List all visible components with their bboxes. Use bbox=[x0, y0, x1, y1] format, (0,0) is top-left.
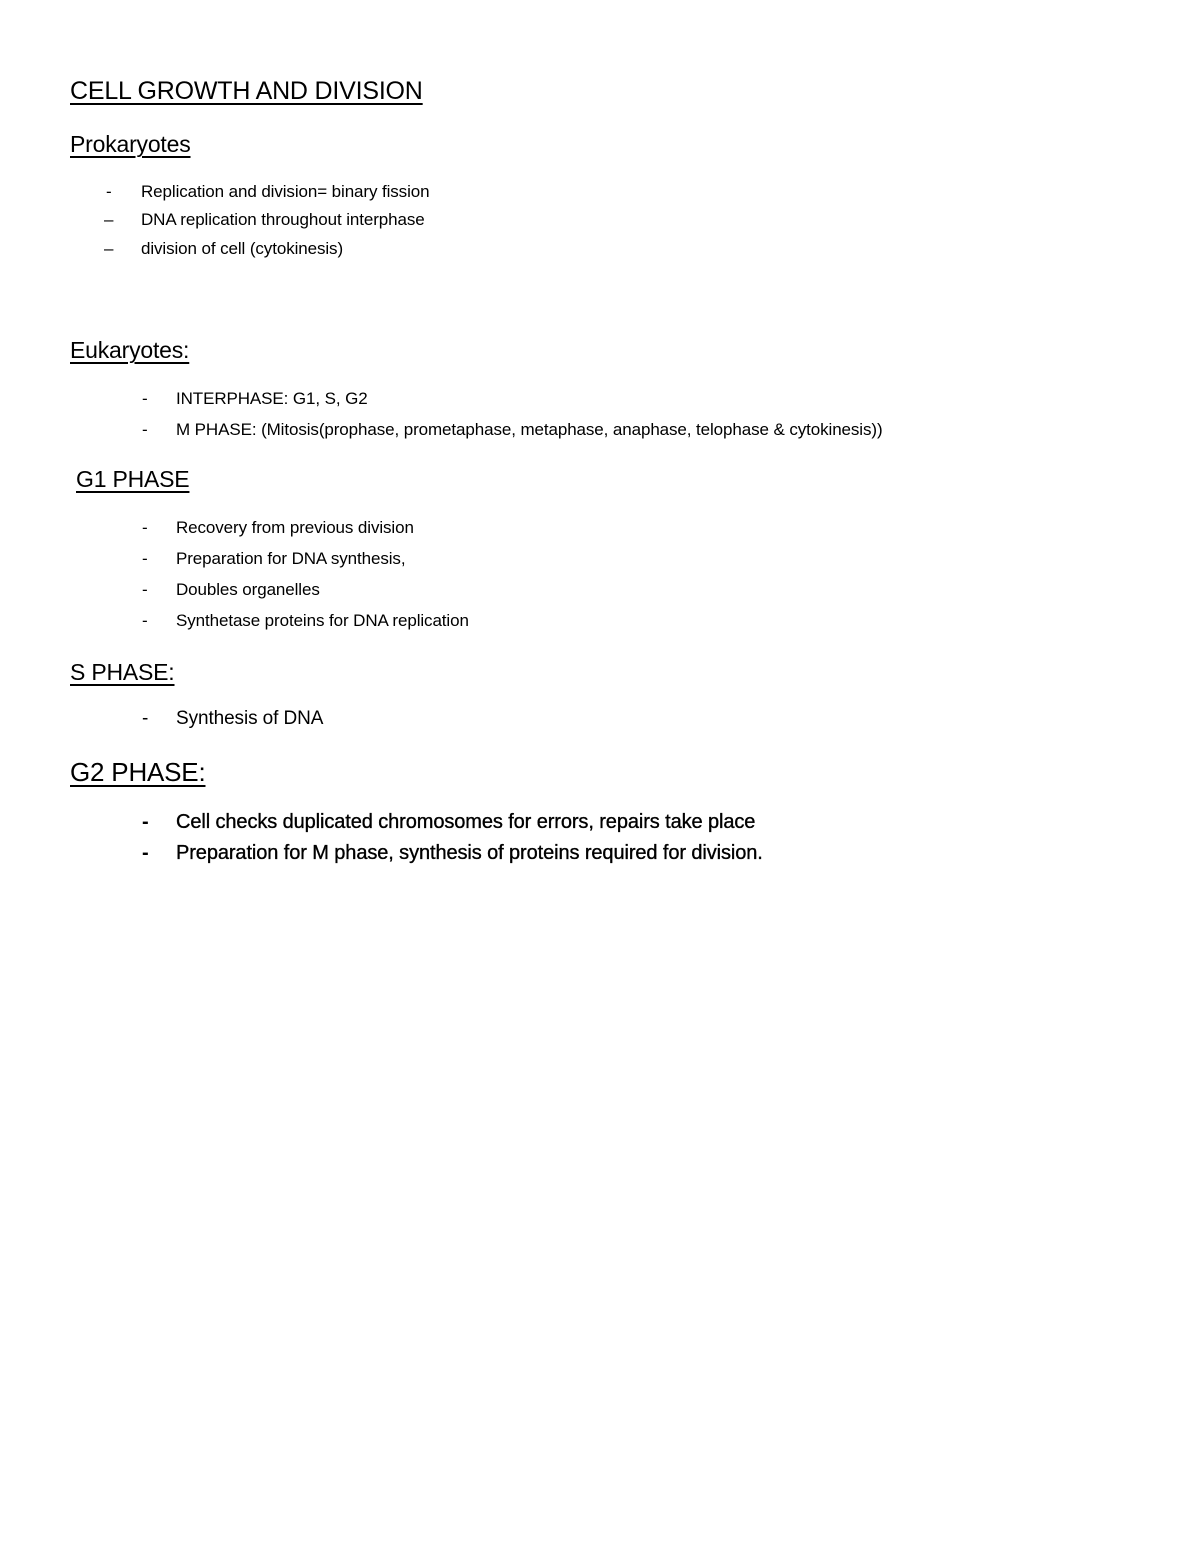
list-marker: - bbox=[142, 580, 148, 599]
section-heading-g1-phase: G1 PHASE bbox=[76, 466, 190, 492]
list-item: Preparation for DNA synthesis, bbox=[176, 549, 406, 568]
list-marker: - bbox=[142, 518, 148, 537]
section-heading-prokaryotes: Prokaryotes bbox=[70, 131, 191, 157]
list-marker: - bbox=[106, 182, 112, 201]
list-marker: – bbox=[104, 210, 114, 229]
list-item: division of cell (cytokinesis) bbox=[141, 239, 344, 258]
list-item: INTERPHASE: G1, S, G2 bbox=[176, 389, 368, 408]
page-title: CELL GROWTH AND DIVISION bbox=[70, 77, 423, 105]
list-item: Preparation for M phase, synthesis of proteins required for division. bbox=[176, 842, 763, 864]
list-item: Replication and division= binary fission bbox=[141, 182, 430, 201]
list-marker: – bbox=[104, 239, 114, 258]
list-item: Recovery from previous division bbox=[176, 518, 414, 537]
section-heading-s-phase: S PHASE: bbox=[70, 659, 175, 685]
section-heading-eukaryotes: Eukaryotes: bbox=[70, 337, 190, 363]
list-marker: - bbox=[142, 708, 149, 729]
list-marker: - bbox=[142, 420, 148, 439]
list-item: Synthesis of DNA bbox=[176, 708, 324, 729]
list-item: Doubles organelles bbox=[176, 580, 320, 599]
list-marker: - bbox=[142, 842, 149, 864]
list-item: Synthetase proteins for DNA replication bbox=[176, 611, 469, 630]
list-marker: - bbox=[142, 549, 148, 568]
list-item: DNA replication throughout interphase bbox=[141, 210, 425, 229]
list-marker: - bbox=[142, 811, 149, 833]
list-marker: - bbox=[142, 611, 148, 630]
list-marker: - bbox=[142, 389, 148, 408]
list-item: Cell checks duplicated chromosomes for errors, repairs take place bbox=[176, 811, 756, 833]
list-item: M PHASE: (Mitosis(prophase, prometaphase, metaphase, anaphase, telophase & cytokinesis)) bbox=[176, 420, 883, 439]
section-heading-g2-phase: G2 PHASE: bbox=[70, 757, 206, 787]
